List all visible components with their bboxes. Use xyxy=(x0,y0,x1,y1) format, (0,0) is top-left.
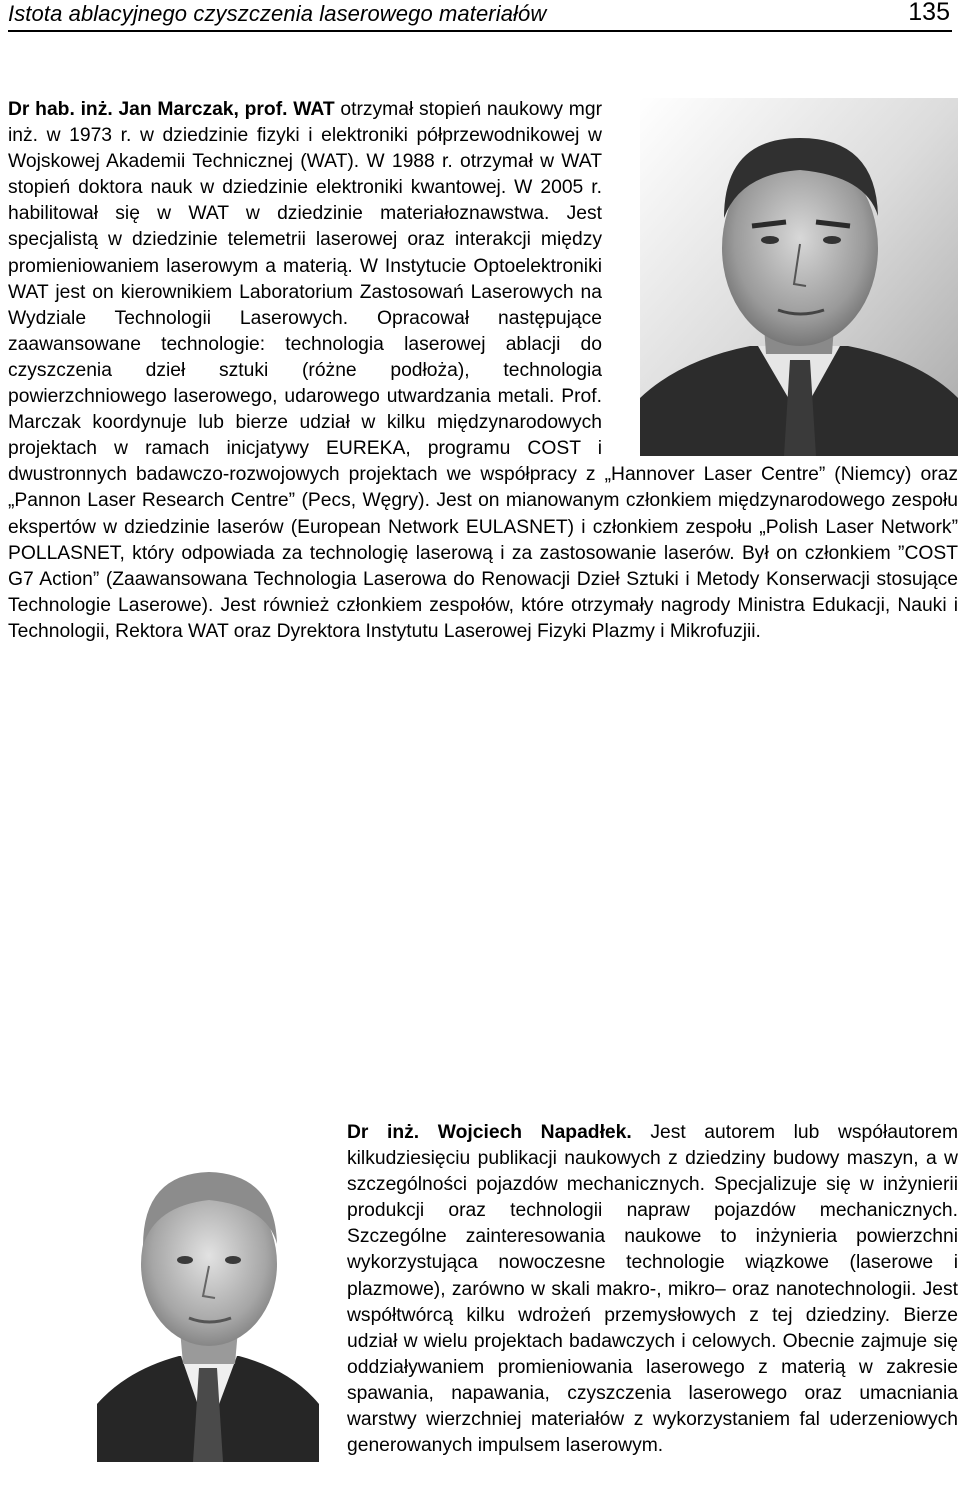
biography-marczak xyxy=(8,97,958,645)
portrait-image xyxy=(640,98,958,456)
portrait-photo-napadlek xyxy=(97,1142,319,1462)
biography-text-marczak: otrzymał stopień naukowy mgr inż. w 1973 r. w dziedzinie fizyki i elektroniki półprzewodnikowej w Wojskowej Akademii Technicznej (WAT). W 1988 r. otrzymał w WAT stopień doktora nauk w dziedzinie elektroniki kwantowej. W 2005 r. habilitował się w WAT w dziedzinie materiałoznawstwa. Jest specjalistą w dziedzinie telemetrii laserowej oraz interakcji między promieniowaniem laserowym a materią. W Instytucie Optoelektroniki WAT jest on kierownikiem Laboratorium Zastosowań Laserowych na Wydziale Technologii Laserowych. Opracował następujące zaawansowane technologie: technologia laserowej ablacji do czyszczenia dzieł sztuki (różne podłoża), technologia powierzchniowego laserowego, udarowego utwardzania metali. Prof. Marczak koordynuje lub bierze udział w kilku międzynarodowych projektach w ramach inicjatywy EUREKA, programu COST i dwustronnych badawczo-rozwojowych projektach we współpracy z „Hannover Laser Centre” (Niemcy) oraz „Pannon Laser Research Centre” (Pecs, Węgry). Jest on mianowanym członkiem międzynarodowego zespołu ekspertów w dziedzinie laserów (European Network EULASNET) i członkiem zespołu „Polish Laser Network” POLLASNET, który odpowiada za technologię laserową i za zastosowanie laserów. Był on członkiem ”COST G7 Action” (Zaawansowana Technologia Laserowa do Renowacji Dzieł Sztuki i Metody Konserwacji stosujące Technologie Laserowe). Jest również członkiem zespołów, które otrzymały nagrody Ministra Edukacji, Nauki i Technologii, Rektora WAT oraz Dyrektora Instytutu Laserowej Fizyki Plazmy i Mikrofuzjii. xyxy=(8,99,958,642)
running-title: Istota ablacyjnego czyszczenia laserowego materiałów xyxy=(8,1,547,26)
author-name-marczak: Dr hab. inż. Jan Marczak, prof. WAT xyxy=(8,99,335,120)
portrait-image xyxy=(97,1142,319,1462)
biography-text-napadlek: Jest autorem lub współautorem kilkudziesięciu publikacji naukowych z dziedziny budowy maszyn, a w szczególności pojazdów mechanicznych. Specjalizuje się w inżynierii produkcji oraz technologii napraw pojazdów mechanicznych. Szczególne zainteresowania naukowe to inżynieria powierzchni wykorzystująca nowoczesne technologie wiązkowe (laserowe i plazmowe), zarówno w skali makro-, mikro– oraz nanotechnologii. Jest współtwórcą kilku wdrożeń przemysłowych z tej dziedziny. Bierze udział w wielu projektach badawczych i celowych. Obecnie zajmuje się oddziaływaniem promieniowania laserowego z materią w zakresie spawania, napawania, czyszczenia laserowego oraz umacniania warstwy wierzchniej materiałów z wykorzystaniem fal uderzeniowych generowanych impulsem laserowym. xyxy=(347,1122,959,1457)
biography-napadlek xyxy=(8,1120,958,1462)
page-number: 135 xyxy=(908,0,950,26)
author-name-napadlek: Dr inż. Wojciech Napadłek. xyxy=(347,1122,632,1143)
running-header xyxy=(8,0,952,32)
portrait-photo-marczak xyxy=(640,98,958,456)
